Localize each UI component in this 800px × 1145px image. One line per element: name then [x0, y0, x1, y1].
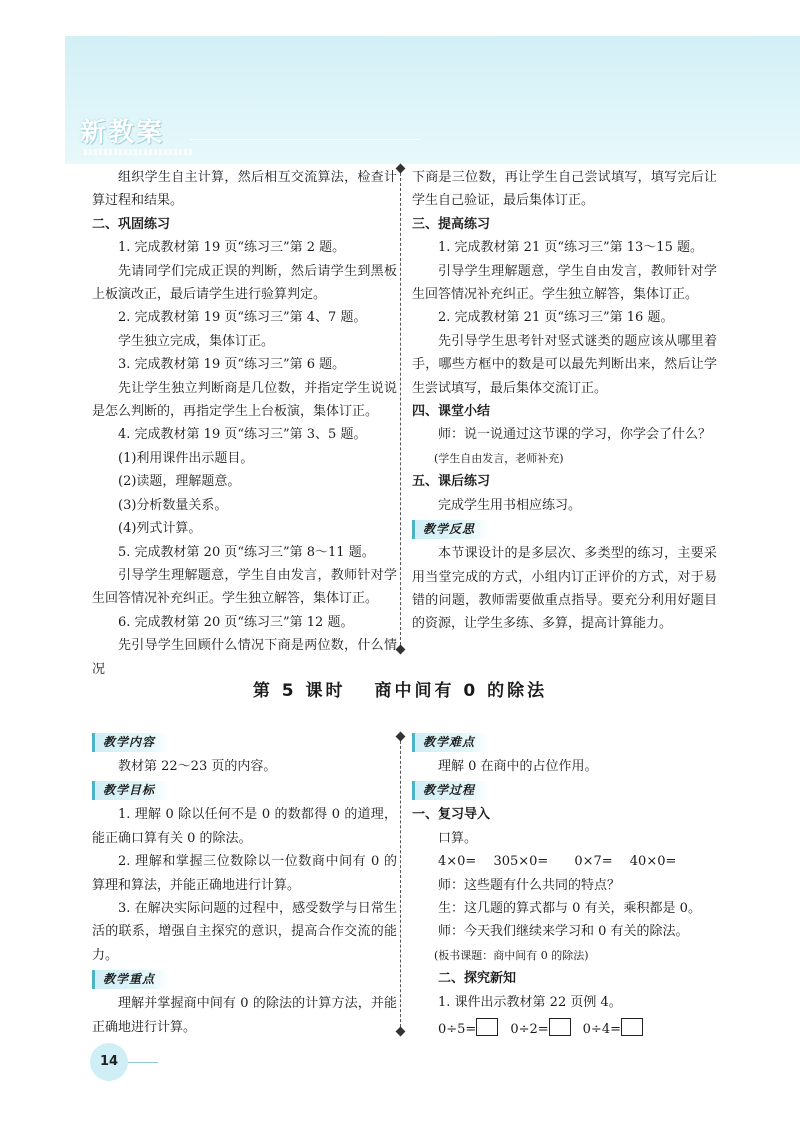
equation: 0÷5=: [438, 1022, 477, 1038]
lower-left-column: [92, 730, 397, 1039]
header-banner: [65, 36, 800, 164]
paragraph: 下商是三位数，再让学生自己尝试填写，填写完后让学生自己验证，最后集体订正。: [412, 170, 717, 209]
paragraph: 理解 0 在商中的占位作用。: [438, 759, 598, 774]
section-heading: 二、巩固练习: [92, 216, 171, 232]
paragraph: 生：这几题的算式都与 0 有关，乘积都是 0。: [438, 901, 701, 917]
section-tag: 教学重点: [92, 970, 169, 989]
paragraph: 3. 在解决实际问题的过程中，感受数学与日常生活的联系，增强自主探究的意识，提高合作交流的能力。: [92, 901, 397, 963]
section-tag-row: [92, 730, 397, 755]
paragraph: (学生自由发言，老师补充): [434, 451, 564, 465]
paragraph: 口算。: [438, 830, 478, 846]
page-number: 14: [90, 1043, 128, 1081]
paragraph: 3. 完成教材第 19 页“练习三”第 6 题。: [118, 357, 346, 373]
equation: 0÷4=: [582, 1022, 621, 1038]
paragraph: 完成学生用书相应练习。: [438, 497, 582, 513]
brand-logo: 新教案: [80, 118, 165, 148]
section-heading: 一、复习导入: [412, 807, 491, 823]
paragraph: 组织学生自主计算，然后相互交流算法，检查计算过程和结果。: [92, 170, 397, 209]
paragraph: 师：这些题有什么共同的特点？: [438, 877, 621, 893]
paragraph: 4. 完成教材第 19 页“练习三”第 3、5 题。: [118, 427, 367, 443]
section-heading: 四、课堂小结: [412, 404, 491, 420]
upper-right-column: [412, 166, 717, 636]
paragraph: 本节课设计的是多层次、多类型的练习，主要采用当堂完成的方式，小组内订正评价的方式，对于易错的问题，教师需要做重点指导。要充分利用好题目的资源，让学生多练、多算，提高计算能力。: [412, 546, 717, 632]
section-tag: 教学内容: [92, 733, 169, 752]
paragraph: 2. 理解和掌握三位数除以一位数商中间有 0 的算理和算法，并能正确地进行计算。: [92, 854, 397, 893]
equation: 0÷2=: [510, 1022, 549, 1038]
paragraph: 1. 完成教材第 21 页“练习三”第 13～15 题。: [438, 240, 703, 256]
section-tag: 教学反思: [412, 520, 489, 539]
paragraph: 1. 理解 0 除以任何不是 0 的数都得 0 的道理，能正确口算有关 0 的除法。: [92, 807, 397, 846]
paragraph: 师：说一说通过这节课的学习，你学会了什么？: [438, 427, 712, 443]
paragraph: 学生独立完成，集体订正。: [118, 333, 275, 349]
paragraph: 先引导学生回顾什么情况下商是两位数，什么情况: [92, 638, 397, 677]
paragraph: 2. 完成教材第 21 页“练习三”第 16 题。: [438, 310, 674, 326]
paragraph: 先请同学们完成正误的判断，然后请学生到黑板上板演改正，最后请学生进行验算判定。: [92, 263, 397, 303]
answer-box[interactable]: [549, 1018, 571, 1036]
equation-row: [412, 1018, 717, 1041]
lesson-title: 第 5 课时 商中间有 0 的除法: [252, 681, 548, 701]
section-tag-row: [412, 778, 717, 803]
paragraph: (板书课题：商中间有 0 的除法): [434, 948, 589, 962]
lower-right-column: [412, 730, 717, 1041]
paragraph: 先让学生独立判断商是几位数，并指定学生说说是怎么判断的，再指定学生上台板演，集体订正。: [92, 380, 397, 420]
section-heading: 五、课后练习: [412, 474, 491, 490]
section-tag: 教学过程: [412, 781, 489, 800]
paragraph: 引导学生理解题意，学生自由发言，教师针对学生回答情况补充纠正。学生独立解答，集体订正。: [412, 263, 717, 303]
paragraph: 1. 课件出示教材第 22 页例 4。: [438, 994, 622, 1010]
section-heading: 三、提高练习: [412, 216, 491, 232]
paragraph: 1. 完成教材第 19 页“练习三”第 2 题。: [118, 240, 346, 256]
answer-box[interactable]: [476, 1018, 498, 1036]
brand-divider: [190, 139, 420, 140]
column-divider-upper: [400, 168, 401, 650]
section-tag-row: [92, 778, 397, 803]
section-tag-row: [412, 517, 717, 542]
section-tag-row: [92, 967, 397, 992]
paragraph: (3)分析数量关系。: [118, 497, 228, 513]
paragraph: 6. 完成教材第 20 页“练习三”第 12 题。: [118, 614, 354, 630]
paragraph: (4)列式计算。: [118, 521, 202, 537]
paragraph: 2. 完成教材第 19 页“练习三”第 4、7 题。: [118, 310, 367, 326]
paragraph: (1)利用课件出示题目。: [118, 450, 254, 466]
paragraph: 教材第 22～23 页的内容。: [118, 759, 277, 774]
section-heading: 二、探究新知: [438, 971, 517, 987]
column-divider-lower: [400, 736, 401, 1032]
section-tag: 教学难点: [412, 733, 489, 752]
paragraph: 4×0= 305×0= 0×7= 40×0=: [438, 854, 677, 870]
paragraph: (2)读题，理解题意。: [118, 474, 241, 490]
section-tag: 教学目标: [92, 781, 169, 800]
paragraph: 师：今天我们继续来学习和 0 有关的除法。: [438, 924, 689, 940]
paragraph: 引导学生理解题意，学生自由发言，教师针对学生回答情况补充纠正。学生独立解答，集体订正。: [92, 567, 397, 607]
paragraph: 先引导学生思考针对竖式谜类的题应该从哪里着手，哪些方框中的数是可以最先判断出来，然后让学生尝试填写，最后集体交流订正。: [412, 333, 717, 396]
brand-subtitle-decoration: [84, 149, 194, 155]
answer-box[interactable]: [621, 1018, 643, 1036]
paragraph: 5. 完成教材第 20 页“练习三”第 8～11 题。: [118, 544, 375, 560]
page-number-rule: [128, 1062, 158, 1063]
section-tag-row: [412, 730, 717, 755]
paragraph: 理解并掌握商中间有 0 的除法的计算方法，并能正确地进行计算。: [92, 996, 397, 1035]
upper-left-column: [92, 166, 397, 681]
